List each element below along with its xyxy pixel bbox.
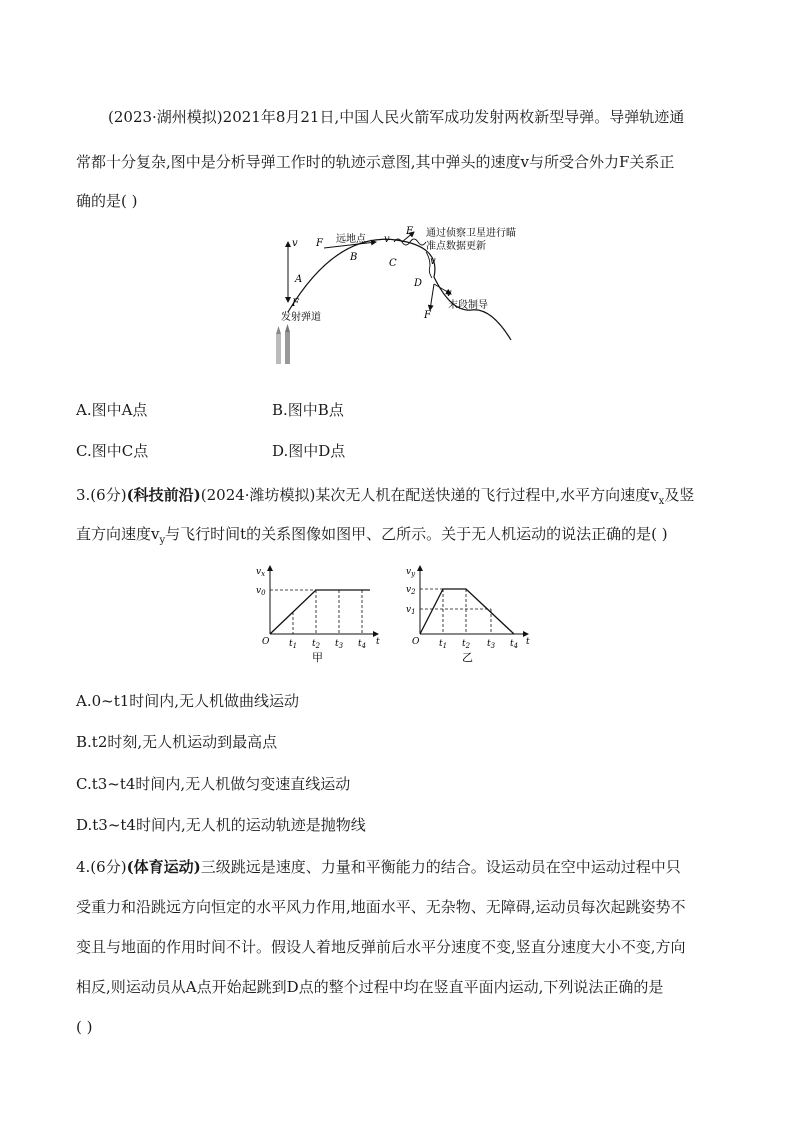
q3-line-1-end: 及竖 <box>664 486 695 504</box>
fig-label-v-c: v <box>430 256 436 267</box>
missile-trajectory-figure <box>266 222 516 372</box>
q2-option-d[interactable]: D.图中D点 <box>272 442 346 460</box>
yi-origin: O <box>412 637 420 647</box>
q3-line-1-text: (2024·潍坊模拟)某次无人机在配送快递的飞行过程中,水平方向速度v <box>200 486 659 504</box>
fig-label-f-d: F <box>424 310 431 321</box>
jia-t4-tick: $t_4$ <box>358 639 367 650</box>
q2-line-3: 确的是( ) <box>76 192 138 210</box>
jia-t2-tick: $t_2$ <box>312 639 321 650</box>
q3-option-d[interactable]: D.t3~t4时间内,无人机的运动轨迹是抛物线 <box>76 816 366 834</box>
rocket-icon <box>276 324 290 364</box>
yi-caption: 乙 <box>462 651 473 664</box>
yi-t3-tick: $t_3$ <box>487 639 496 650</box>
q4-line-5: ( ) <box>76 1018 93 1036</box>
yi-t4-tick: $t_4$ <box>510 639 519 650</box>
jia-series-line <box>270 590 370 634</box>
jia-v0-tick: $v_0$ <box>256 586 266 597</box>
yi-series-line <box>420 589 514 634</box>
q2-line-2: 常都十分复杂,图中是分析导弹工作时的轨迹示意图,其中弹头的速度v与所受合外力F关系正 <box>76 153 675 171</box>
q4-line-3: 变且与地面的作用时间不计。假设人着地反弹前后水平分速度不变,竖直分速度大小不变,方向 <box>76 938 686 956</box>
fig-label-far-point: 远地点 <box>336 234 366 245</box>
q4-number: 4.(6分) <box>76 858 127 876</box>
fig-label-v-d: v <box>446 288 452 299</box>
chart-yi <box>402 562 534 666</box>
q3-option-c[interactable]: C.t3~t4时间内,无人机做匀变速直线运动 <box>76 775 351 793</box>
chart-jia <box>252 562 384 666</box>
fig-label-launch: 发射弹道 <box>281 312 321 323</box>
q4-line-4: 相反,则运动员从A点开始起跳到D点的整个过程中均在竖直平面内运动,下列说法正确的是 <box>76 978 664 996</box>
fig-label-satellite-2: 准点数据更新 <box>426 241 486 252</box>
fig-label-f-top: F <box>316 238 323 249</box>
jia-y-label: $v_x$ <box>256 567 266 578</box>
fig-label-terminal: 末段制导 <box>448 300 488 311</box>
jia-caption: 甲 <box>312 651 323 664</box>
q3-option-b[interactable]: B.t2时刻,无人机运动到最高点 <box>76 733 278 751</box>
fig-label-v-a: v <box>292 238 298 249</box>
q2-line-1: (2023·湖州模拟)2021年8月21日,中国人民火箭军成功发射两枚新型导弹。导弹轨迹通 <box>108 108 685 126</box>
q3-line-2-rest: 与飞行时间t的关系图像如图甲、乙所示。关于无人机运动的说法正确的是( ) <box>165 525 668 543</box>
trajectory-curve <box>288 239 511 340</box>
fig-label-b: B <box>350 252 358 263</box>
fig-label-satellite-1: 通过侦察卫星进行瞄 <box>426 228 516 239</box>
jia-t1-tick: $t_1$ <box>289 639 298 650</box>
q2-option-c[interactable]: C.图中C点 <box>76 442 149 460</box>
q3-number: 3.(6分) <box>76 486 127 504</box>
jia-origin: O <box>262 637 270 647</box>
fig-label-f-a: F <box>292 298 299 309</box>
q3-tag: (科技前沿) <box>126 486 201 504</box>
jia-x-label: t <box>376 637 380 647</box>
fig-label-c: C <box>389 258 397 269</box>
yi-v1-tick: $v_1$ <box>406 605 416 616</box>
fig-label-a: A <box>295 274 303 285</box>
q2-option-a[interactable]: A.图中A点 <box>76 401 148 419</box>
q3-line-2-text: 直方向速度v <box>76 525 160 543</box>
fig-label-f-c: F <box>406 226 413 237</box>
q4-line-2: 受重力和沿跳远方向恒定的水平风力作用,地面水平、无杂物、无障碍,运动员每次起跳姿势不 <box>76 898 686 916</box>
yi-v2-tick: $v_2$ <box>406 585 416 596</box>
q4-line-1 <box>76 857 726 877</box>
q2-option-b[interactable]: B.图中B点 <box>272 401 344 419</box>
fig-label-d: D <box>414 278 423 289</box>
yi-t2-tick: $t_2$ <box>462 639 471 650</box>
yi-t1-tick: $t_1$ <box>439 639 448 650</box>
q4-line-1-text: 三级跳远是速度、力量和平衡能力的结合。设运动员在空中运动过程中只 <box>200 858 681 876</box>
jia-t3-tick: $t_3$ <box>335 639 344 650</box>
yi-x-label: t <box>526 637 530 647</box>
q4-tag: (体育运动) <box>126 858 201 876</box>
fig-label-v-top: v <box>384 234 390 245</box>
q3-option-a[interactable]: A.0~t1时间内,无人机做曲线运动 <box>76 692 300 710</box>
q3-line-2: 直方向速度$v_y$与飞行时间t的关系图像如图甲、乙所示。关于无人机运动的说法正确的是( ) <box>76 525 668 546</box>
yi-y-label: $v_y$ <box>406 567 416 578</box>
q3-line-1: 3.(6分)(科技前沿)(2024·潍坊模拟)某次无人机在配送快递的飞行过程中,水平方向速度$v_x$及竖 <box>76 486 695 507</box>
